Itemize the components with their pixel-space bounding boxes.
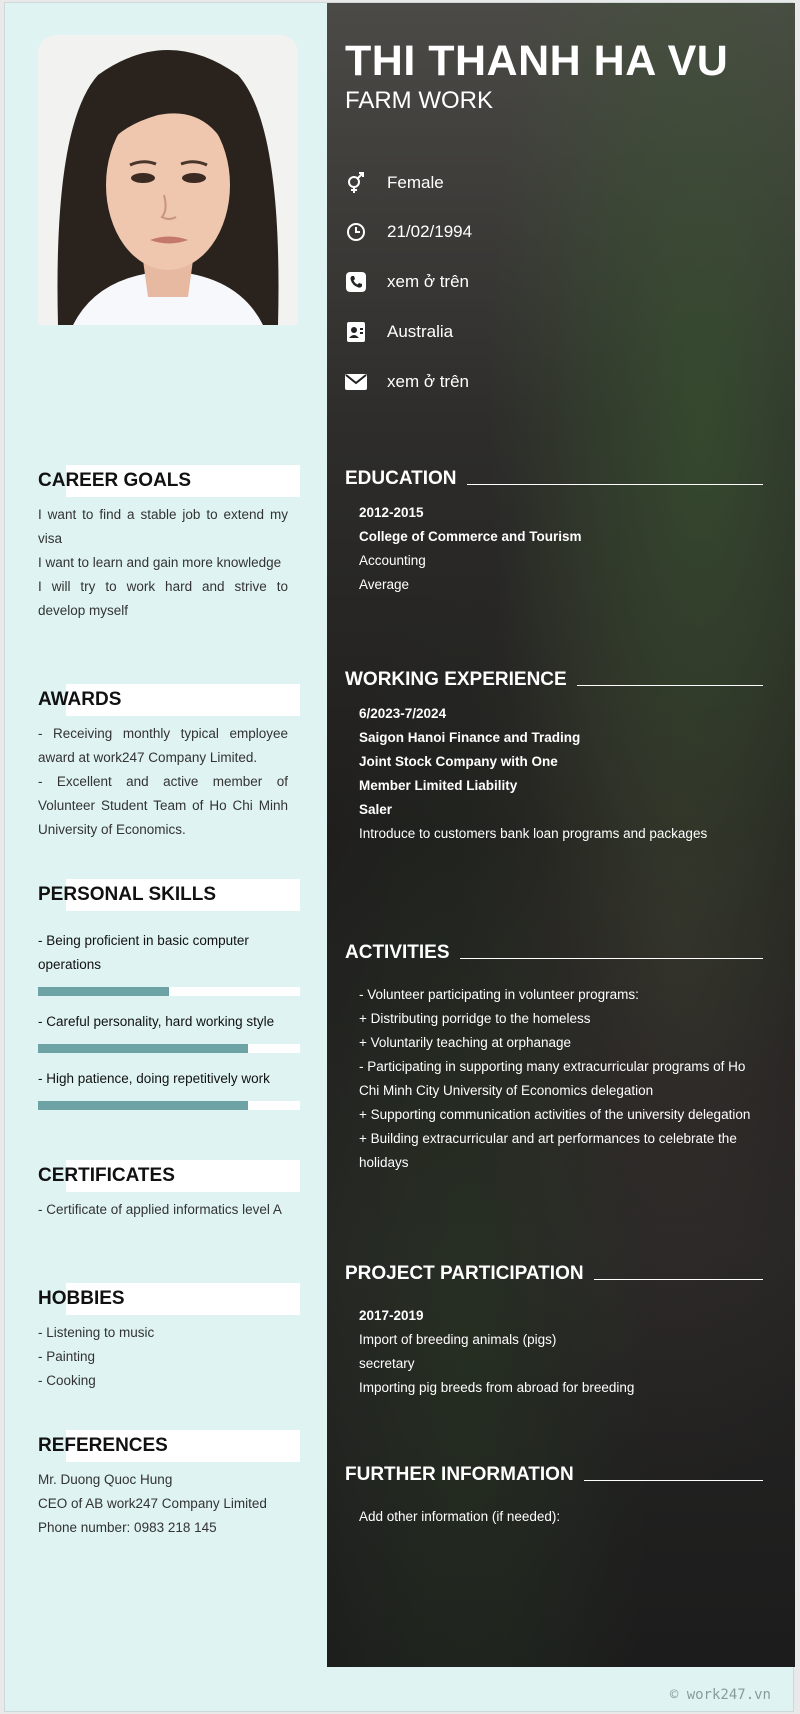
gender-value: Female <box>387 173 444 192</box>
career-goals-title: CAREER GOALS <box>38 465 300 497</box>
reference-line: CEO of AB work247 Company Limited <box>38 1496 267 1511</box>
address-card-icon <box>345 321 367 343</box>
email-value: xem ở trên <box>387 372 470 391</box>
skill-bar <box>38 1101 300 1110</box>
education-grade: Average <box>359 577 410 592</box>
experience-company: Member Limited Liability <box>359 778 518 793</box>
experience-period: 6/2023-7/2024 <box>359 706 447 721</box>
footer-watermark: © work247.vn <box>669 1687 771 1703</box>
projects-section <box>345 1258 763 1400</box>
hobbies-title: HOBBIES <box>38 1283 300 1315</box>
certificate-item: - Certificate of applied informatics level A <box>38 1202 282 1217</box>
activity-item: - Participating in supporting many extracurricular programs of Ho Chi Minh City University of Economics delegation <box>359 1059 746 1098</box>
activity-item: + Supporting communication activities of the university delegation <box>359 1107 751 1122</box>
projects-title: PROJECT PARTICIPATION <box>345 1258 763 1290</box>
career-goal-item: I want to learn and gain more knowledge <box>38 555 282 570</box>
clock-icon <box>345 221 367 243</box>
left-column <box>5 3 327 1667</box>
contact-gender <box>345 172 444 194</box>
experience-title: WORKING EXPERIENCE <box>345 664 763 696</box>
personal-skills-title: PERSONAL SKILLS <box>38 879 300 911</box>
award-item: - Excellent and active member of Volunteer Student Team of Ho Chi Minh University of Economics. <box>38 774 288 837</box>
career-goal-item: I want to find a stable job to extend my visa <box>38 507 288 546</box>
awards-title: AWARDS <box>38 684 300 716</box>
skill-label: - High patience, doing repetitively work <box>38 1071 270 1086</box>
activity-item: + Distributing porridge to the homeless <box>359 1011 591 1026</box>
skill-label: - Being proficient in basic computer operations <box>38 933 249 972</box>
certificates-title: CERTIFICATES <box>38 1160 300 1192</box>
activities-section <box>345 937 763 1175</box>
hobbies-section <box>38 1283 300 1393</box>
contact-phone <box>345 271 469 293</box>
project-description: Importing pig breeds from abroad for breeding <box>359 1380 635 1395</box>
address-value: Australia <box>387 322 454 341</box>
right-column <box>327 3 795 1667</box>
career-goal-item: I will try to work hard and strive to develop myself <box>38 579 288 618</box>
cv-page <box>4 2 794 1712</box>
full-name: THI THANH HA VU <box>345 37 729 85</box>
skill-bar <box>38 987 300 996</box>
hobby-item: - Painting <box>38 1349 96 1364</box>
envelope-icon <box>345 371 367 393</box>
contact-email <box>345 371 469 393</box>
hobby-item: - Cooking <box>38 1373 96 1388</box>
contact-address <box>345 321 453 343</box>
phone-icon <box>345 271 367 293</box>
reference-line: Phone number: 0983 218 145 <box>38 1520 217 1535</box>
further-info-title: FURTHER INFORMATION <box>345 1459 763 1491</box>
certificates-section <box>38 1160 300 1222</box>
birthday-value: 21/02/1994 <box>387 222 473 241</box>
profile-photo <box>38 35 298 325</box>
gender-icon <box>345 172 367 194</box>
experience-description: Introduce to customers bank loan programs and packages <box>359 826 708 841</box>
activities-title: ACTIVITIES <box>345 937 763 969</box>
education-section <box>345 463 763 597</box>
personal-skills-section <box>38 879 300 1110</box>
experience-position: Saler <box>359 802 393 817</box>
activity-item: + Voluntarily teaching at orphanage <box>359 1035 572 1050</box>
hobby-item: - Listening to music <box>38 1325 155 1340</box>
project-period: 2017-2019 <box>359 1308 424 1323</box>
activity-item: - Volunteer participating in volunteer programs: <box>359 987 639 1002</box>
skill-bar <box>38 1044 300 1053</box>
education-major: Accounting <box>359 553 426 568</box>
education-period: 2012-2015 <box>359 505 424 520</box>
experience-company: Joint Stock Company with One <box>359 754 558 769</box>
phone-value: xem ở trên <box>387 272 470 291</box>
awards-section <box>38 684 300 842</box>
experience-section <box>345 664 763 846</box>
skill-label: - Careful personality, hard working style <box>38 1014 275 1029</box>
contact-birthday <box>345 221 472 243</box>
experience-company: Saigon Hanoi Finance and Trading <box>359 730 581 745</box>
career-goals-section <box>38 465 300 623</box>
references-title: REFERENCES <box>38 1430 300 1462</box>
reference-line: Mr. Duong Quoc Hung <box>38 1472 173 1487</box>
education-title: EDUCATION <box>345 463 763 495</box>
further-info-text: Add other information (if needed): <box>359 1509 561 1524</box>
activity-item: + Building extracurricular and art performances to celebrate the holidays <box>359 1131 737 1170</box>
award-item: - Receiving monthly typical employee award at work247 Company Limited. <box>38 726 288 765</box>
project-name: Import of breeding animals (pigs) <box>359 1332 557 1347</box>
project-role: secretary <box>359 1356 415 1371</box>
job-title: FARM WORK <box>345 87 493 114</box>
references-section <box>38 1430 300 1540</box>
education-school: College of Commerce and Tourism <box>359 529 582 544</box>
further-info-section <box>345 1459 763 1529</box>
